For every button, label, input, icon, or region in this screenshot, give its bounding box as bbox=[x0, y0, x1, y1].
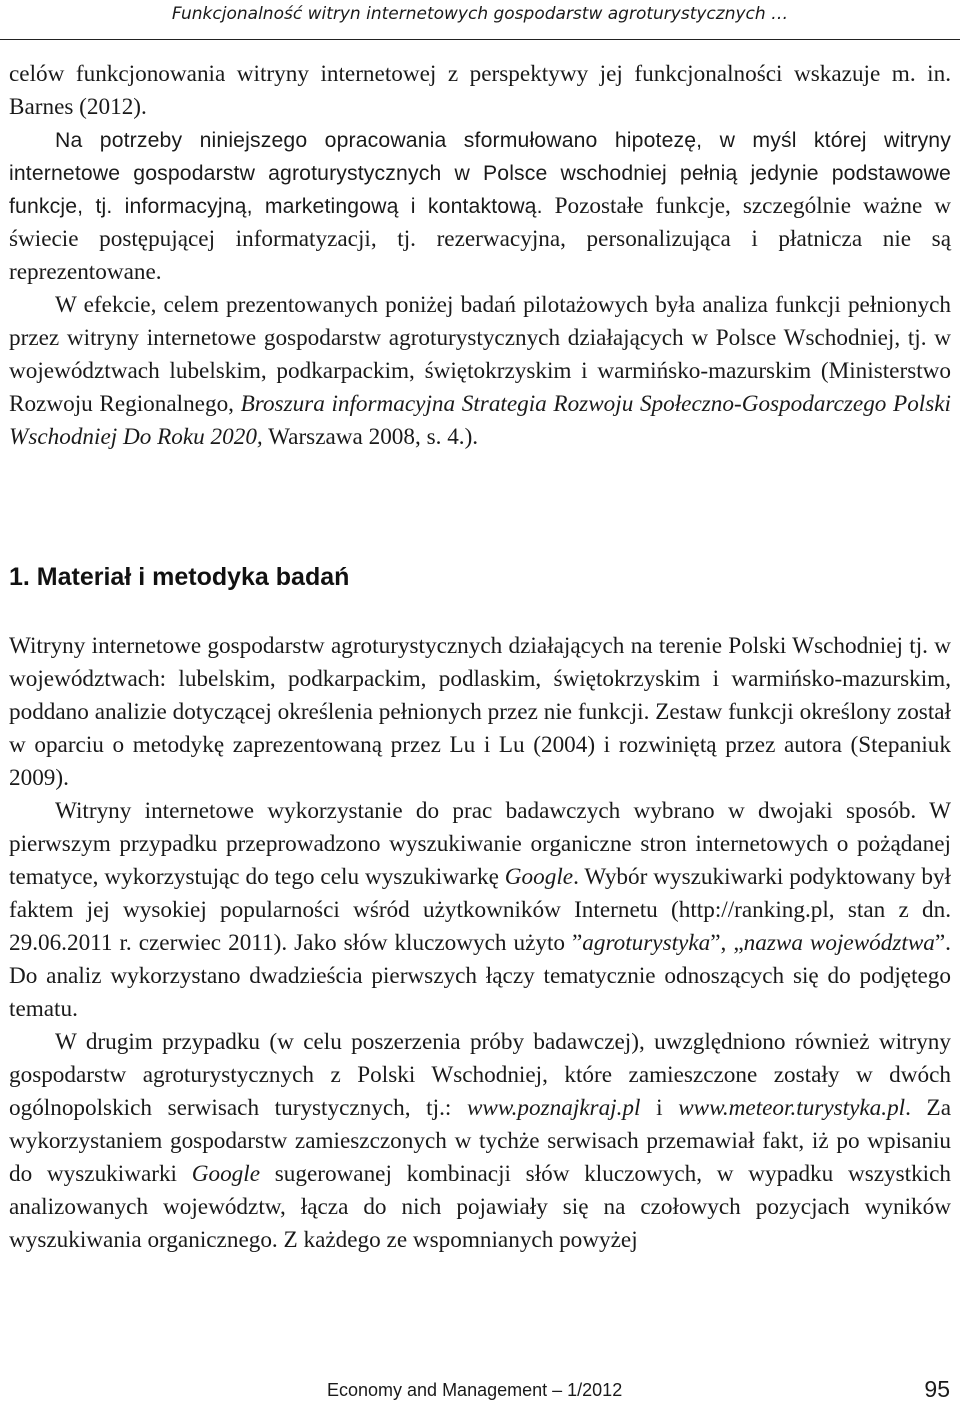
hypothesis-sentence: Na potrzeby niniejszego opracowania sformułowano hipotezę, w myśl której witryny internetowe gospodarstw agroturystycznych w Polsce wschodniej pełnią jedynie podstawowe funkcje, tj. informacyjną, marketingową i kontaktową. bbox=[9, 129, 951, 218]
intro-paragraph-2 bbox=[9, 124, 951, 289]
results-text: sugerowanej kombinacji słów kluczowych, w wypadku wszystkich analizowanych województw, łącza do nich pojawiały się na czołowych pozycjach wyników wyszukiwania organicznego. Z każdego ze wspomnianych powyżej bbox=[9, 1161, 952, 1253]
search-method-text: Witryny internetowe wykorzystanie do prac badawczych wybrano w dwojaki sposób. W pierwszym przypadku przeprowadzono wyszukiwanie organiczne stron internetowych o pożądanej tematyce, wykorzystując do tego celu wyszukiwarkę bbox=[9, 798, 951, 890]
google-term: Google bbox=[504, 864, 574, 890]
section-paragraph-2 bbox=[9, 795, 951, 1026]
search-engine-text: . Wybór wyszukiwarki podyktowany był faktem jej wysokiej popularności wśród użytkowników Internetu (http://ranking.pl, stan z dn. 29.06.2011 r. czerwiec 2011). Jako słów kluczowych użyto ” bbox=[9, 864, 951, 956]
section-heading: 1. Materiał i metodyka badań bbox=[9, 563, 350, 591]
second-method-text: W drugim przypadku (w celu poszerzenia próby badawczej), uwzględniono również witryny gospodarstw agroturystycznych z Polski Wschodniej, które zamieszczone zostały w dwóch ogólnopolskich serwisach turystycznych, tj.: bbox=[9, 1029, 951, 1121]
intro-text bbox=[9, 58, 951, 454]
keyword-voivodeship: nazwa województwa bbox=[743, 930, 935, 956]
page-number: 95 bbox=[924, 1376, 950, 1402]
intro-paragraph-1: celów funkcjonowania witryny internetowej z perspektywy jej funkcjonalności wskazuje m. in. Barnes (2012). bbox=[9, 61, 951, 120]
link-meteor: www.meteor.turystyka.pl bbox=[678, 1095, 906, 1121]
page-footer bbox=[0, 1372, 960, 1402]
keyword-separator: ”, „ bbox=[710, 930, 744, 956]
link-conjunction: i bbox=[656, 1095, 663, 1121]
keyword-agroturystyka: agroturystyka bbox=[582, 930, 711, 956]
intro-paragraph-3 bbox=[9, 289, 951, 454]
other-functions-sentence: Pozostałe funkcje, szczególnie ważne w świecie postępującej informatyzacji, tj. bbox=[9, 193, 951, 252]
links-analysed-text: ”. Do analiz wykorzystano dwadzieścia pierwszych łączy tematycznie odnoszących się do podjętego tematu. bbox=[9, 930, 951, 1022]
research-aim-sentence: W efekcie, celem prezentowanych poniżej badań pilotażowych była analiza funkcji pełnionych przez witryny internetowe gospodarstw agroturystycznych działających w Polsce Wschodniej, tj. bbox=[9, 292, 951, 351]
brochure-citation: Warszawa 2008, s. 4.). bbox=[268, 424, 479, 450]
section-text bbox=[9, 630, 951, 1257]
link-poznajkraj: www.poznajkraj.pl bbox=[466, 1095, 641, 1121]
running-title: Funkcjonalność witryn internetowych gospodarstw agroturystycznych … bbox=[171, 4, 789, 24]
google-term-2: Google bbox=[191, 1161, 260, 1187]
analysed-sites-sentence: Witryny internetowe gospodarstw agroturystycznych działających na terenie Polski Wschodniej tj. w województwach: lubelskim, podkarpackim, podlaskim, świętokrzyskim i warmińsko-mazurskim, poddano analizie dotyczącej określenia pełnionych przez nie funkcji. bbox=[9, 633, 951, 725]
running-header bbox=[0, 0, 960, 40]
section-paragraph-1 bbox=[9, 630, 951, 795]
brochure-title: Broszura informacyjna Strategia Rozwoju Społeczno-Gospodarczego Polski Wschodniej Do Roku 2020, bbox=[9, 391, 951, 450]
not-represented-sentence: rezerwacyjna, personalizująca i płatnicza nie są reprezentowane. bbox=[9, 226, 951, 285]
section-paragraph-3 bbox=[9, 1026, 951, 1257]
journal-name: Economy and Management – 1/2012 bbox=[327, 1380, 623, 1400]
rationale-text: . Za wykorzystaniem gospodarstw zamieszczonych w tychże serwisach przemawiał fakt, iż po wpisaniu do wyszukiwarki bbox=[9, 1095, 951, 1187]
voivodeships-list: w województwach lubelskim, podkarpackim, świętokrzyskim i warmińsko-mazurskim (Ministerstwo Rozwoju Regionalnego, bbox=[9, 325, 951, 417]
methodology-sentence: Zestaw funkcji określony został w oparciu o metodykę zaprezentowaną przez Lu i Lu (2004) i rozwiniętą przez autora (Stepaniuk 2009). bbox=[9, 699, 951, 791]
